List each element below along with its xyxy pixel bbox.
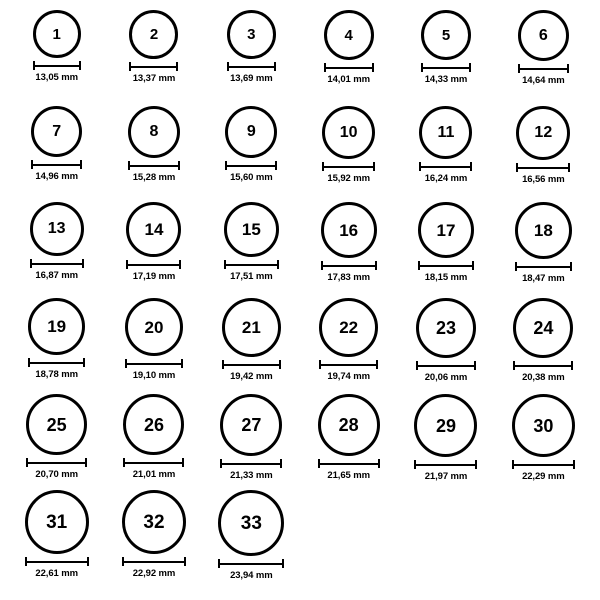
ring-size-number: 27 xyxy=(241,415,262,435)
ring-circle xyxy=(322,106,375,159)
ring-size-number: 25 xyxy=(46,414,67,435)
ring-size-cell[interactable] xyxy=(300,202,397,298)
ring-size-cell[interactable] xyxy=(300,298,397,394)
ring-diameter-label: 18,15 mm xyxy=(424,272,468,283)
ring-size-number: 32 xyxy=(143,511,165,533)
ring-circle xyxy=(220,394,282,456)
diameter-measure-marker xyxy=(25,557,89,566)
empty-cell xyxy=(300,490,397,586)
ring-size-cell[interactable] xyxy=(203,490,300,586)
ring-diameter-label: 13,05 mm xyxy=(35,72,78,83)
ring-size-cell[interactable] xyxy=(8,202,105,298)
ring-diameter-label: 15,28 mm xyxy=(132,172,176,183)
ring-size-number: 1 xyxy=(52,25,61,43)
ring-size-number: 21 xyxy=(241,318,261,337)
diameter-measure-marker xyxy=(220,459,282,468)
ring-size-cell[interactable] xyxy=(8,298,105,394)
ring-diameter-label: 13,37 mm xyxy=(132,73,176,84)
ring-circle xyxy=(129,10,178,59)
ring-size-number: 3 xyxy=(247,26,256,43)
ring-circle xyxy=(123,394,184,455)
ring-diameter-label: 18,78 mm xyxy=(35,369,78,380)
diameter-measure-marker xyxy=(26,458,87,467)
ring-diameter-label: 16,87 mm xyxy=(35,270,78,281)
ring-size-cell[interactable] xyxy=(300,106,397,202)
ring-diameter-label: 20,38 mm xyxy=(522,372,565,383)
ring-size-number: 8 xyxy=(149,123,159,140)
ring-circle xyxy=(419,106,472,159)
ring-size-cell[interactable] xyxy=(300,10,397,106)
diameter-measure-marker xyxy=(321,261,377,270)
ring-size-number: 19 xyxy=(47,317,67,336)
ring-diameter-label: 18,47 mm xyxy=(522,273,565,284)
diameter-measure-marker xyxy=(126,260,181,269)
ring-size-number: 23 xyxy=(435,318,456,338)
ring-size-number: 22 xyxy=(339,318,359,337)
ring-size-number: 33 xyxy=(240,512,262,534)
ring-size-cell[interactable] xyxy=(300,394,397,490)
ring-size-number: 7 xyxy=(52,122,62,140)
ring-diameter-label: 15,60 mm xyxy=(230,172,273,183)
ring-size-number: 17 xyxy=(436,220,456,240)
ring-diameter-label: 20,70 mm xyxy=(35,469,78,480)
diameter-measure-marker xyxy=(318,459,380,468)
ring-size-cell[interactable] xyxy=(203,394,300,490)
ring-size-cell[interactable] xyxy=(203,10,300,106)
diameter-measure-marker xyxy=(30,259,84,268)
ring-diameter-label: 17,51 mm xyxy=(230,271,273,282)
ring-size-cell[interactable] xyxy=(495,394,592,490)
ring-diameter-label: 22,29 mm xyxy=(522,471,565,482)
ring-size-cell[interactable] xyxy=(105,10,202,106)
ring-circle xyxy=(33,10,81,58)
ring-size-cell[interactable] xyxy=(203,106,300,202)
diameter-measure-marker xyxy=(125,359,183,368)
ring-diameter-label: 13,69 mm xyxy=(230,73,273,84)
ring-diameter-label: 21,65 mm xyxy=(327,470,370,481)
ring-size-cell[interactable] xyxy=(105,202,202,298)
ring-circle xyxy=(28,298,85,355)
diameter-measure-marker xyxy=(416,361,476,370)
empty-cell xyxy=(495,490,592,586)
ring-size-number: 29 xyxy=(435,415,456,436)
ring-size-cell[interactable] xyxy=(495,298,592,394)
ring-size-number: 2 xyxy=(149,26,159,43)
ring-diameter-label: 19,42 mm xyxy=(230,371,273,382)
ring-size-cell[interactable] xyxy=(105,106,202,202)
diameter-measure-marker xyxy=(414,460,477,469)
ring-circle xyxy=(512,394,575,457)
ring-size-cell[interactable] xyxy=(105,298,202,394)
ring-size-cell[interactable] xyxy=(495,10,592,106)
ring-circle xyxy=(318,394,380,456)
ring-circle xyxy=(421,10,471,60)
ring-size-cell[interactable] xyxy=(397,394,494,490)
ring-size-cell[interactable] xyxy=(397,298,494,394)
ring-diameter-label: 22,92 mm xyxy=(132,568,176,579)
diameter-measure-marker xyxy=(518,64,569,73)
ring-circle xyxy=(513,298,573,358)
ring-size-cell[interactable] xyxy=(397,10,494,106)
diameter-measure-marker xyxy=(129,62,178,71)
ring-size-number: 5 xyxy=(441,26,451,44)
ring-size-cell[interactable] xyxy=(495,106,592,202)
ring-circle xyxy=(321,202,377,258)
ring-circle xyxy=(122,490,186,554)
diameter-measure-marker xyxy=(516,163,570,172)
diameter-measure-marker xyxy=(225,161,277,170)
ring-size-number: 13 xyxy=(47,220,66,237)
ring-circle xyxy=(414,394,477,457)
diameter-measure-marker xyxy=(421,63,471,72)
ring-size-cell[interactable] xyxy=(105,394,202,490)
ring-size-cell[interactable] xyxy=(8,394,105,490)
ring-diameter-label: 22,61 mm xyxy=(35,568,78,579)
ring-diameter-label: 14,64 mm xyxy=(522,75,565,86)
diameter-measure-marker xyxy=(418,261,474,270)
diameter-measure-marker xyxy=(222,360,281,369)
ring-size-number: 28 xyxy=(338,415,359,435)
diameter-measure-marker xyxy=(33,61,81,70)
ring-diameter-label: 16,24 mm xyxy=(424,173,468,184)
ring-diameter-label: 17,19 mm xyxy=(132,271,176,282)
diameter-measure-marker xyxy=(224,260,279,269)
ring-circle xyxy=(224,202,279,257)
diameter-measure-marker xyxy=(218,559,284,568)
diameter-measure-marker xyxy=(324,63,374,72)
ring-circle xyxy=(126,202,181,257)
diameter-measure-marker xyxy=(227,62,276,71)
ring-size-number: 12 xyxy=(534,124,553,141)
ring-size-cell[interactable] xyxy=(8,106,105,202)
diameter-measure-marker xyxy=(512,460,575,469)
ring-circle xyxy=(218,490,284,556)
ring-circle xyxy=(125,298,183,356)
empty-cell xyxy=(397,490,494,586)
diameter-measure-marker xyxy=(122,557,186,566)
ring-circle xyxy=(227,10,276,59)
diameter-measure-marker xyxy=(128,161,180,170)
ring-diameter-label: 20,06 mm xyxy=(424,372,468,383)
ring-circle xyxy=(324,10,374,60)
ring-diameter-label: 21,01 mm xyxy=(132,469,176,480)
ring-diameter-label: 23,94 mm xyxy=(230,570,273,581)
ring-size-cell[interactable] xyxy=(8,490,105,586)
ring-size-cell[interactable] xyxy=(397,106,494,202)
ring-circle xyxy=(25,490,89,554)
ring-circle xyxy=(319,298,378,357)
ring-size-number: 4 xyxy=(344,26,353,44)
ring-size-number: 26 xyxy=(143,414,164,435)
ring-diameter-label: 17,83 mm xyxy=(327,272,370,283)
ring-circle xyxy=(225,106,277,158)
diameter-measure-marker xyxy=(515,262,572,271)
ring-circle xyxy=(416,298,476,358)
ring-circle xyxy=(418,202,474,258)
ring-diameter-label: 19,74 mm xyxy=(327,371,370,382)
ring-circle xyxy=(516,106,570,160)
ring-grid xyxy=(8,10,592,586)
ring-size-number: 16 xyxy=(339,220,359,240)
ring-diameter-label: 14,33 mm xyxy=(424,74,468,85)
ring-size-number: 31 xyxy=(46,511,68,533)
ring-diameter-label: 14,96 mm xyxy=(35,171,78,182)
ring-size-number: 18 xyxy=(533,221,553,240)
ring-size-cell[interactable] xyxy=(8,10,105,106)
diameter-measure-marker xyxy=(513,361,573,370)
ring-size-number: 15 xyxy=(241,220,261,239)
ring-diameter-label: 15,92 mm xyxy=(327,173,370,184)
ring-size-cell[interactable] xyxy=(397,202,494,298)
ring-size-number: 20 xyxy=(144,317,164,337)
ring-circle xyxy=(518,10,569,61)
ring-size-number: 14 xyxy=(144,220,164,239)
ring-circle xyxy=(515,202,572,259)
ring-size-cell[interactable] xyxy=(203,298,300,394)
ring-circle xyxy=(31,106,82,157)
ring-diameter-label: 14,01 mm xyxy=(327,74,370,85)
ring-size-number: 6 xyxy=(538,26,548,44)
ring-circle xyxy=(26,394,87,455)
ring-size-cell[interactable] xyxy=(105,490,202,586)
diameter-measure-marker xyxy=(419,162,472,171)
ring-circle xyxy=(222,298,281,357)
ring-circle xyxy=(128,106,180,158)
ring-size-number: 10 xyxy=(339,123,358,141)
ring-diameter-label: 16,56 mm xyxy=(522,174,565,185)
ring-size-number: 30 xyxy=(533,415,554,436)
ring-size-number: 11 xyxy=(437,123,455,141)
diameter-measure-marker xyxy=(123,458,184,467)
ring-size-number: 9 xyxy=(246,123,256,140)
ring-size-cell[interactable] xyxy=(495,202,592,298)
ring-size-number: 24 xyxy=(533,318,554,338)
diameter-measure-marker xyxy=(319,360,378,369)
diameter-measure-marker xyxy=(322,162,375,171)
diameter-measure-marker xyxy=(31,160,82,169)
ring-circle xyxy=(30,202,84,256)
diameter-measure-marker xyxy=(28,358,85,367)
ring-diameter-label: 21,33 mm xyxy=(230,470,273,481)
ring-size-cell[interactable] xyxy=(203,202,300,298)
ring-diameter-label: 21,97 mm xyxy=(424,471,468,482)
ring-diameter-label: 19,10 mm xyxy=(132,370,176,381)
